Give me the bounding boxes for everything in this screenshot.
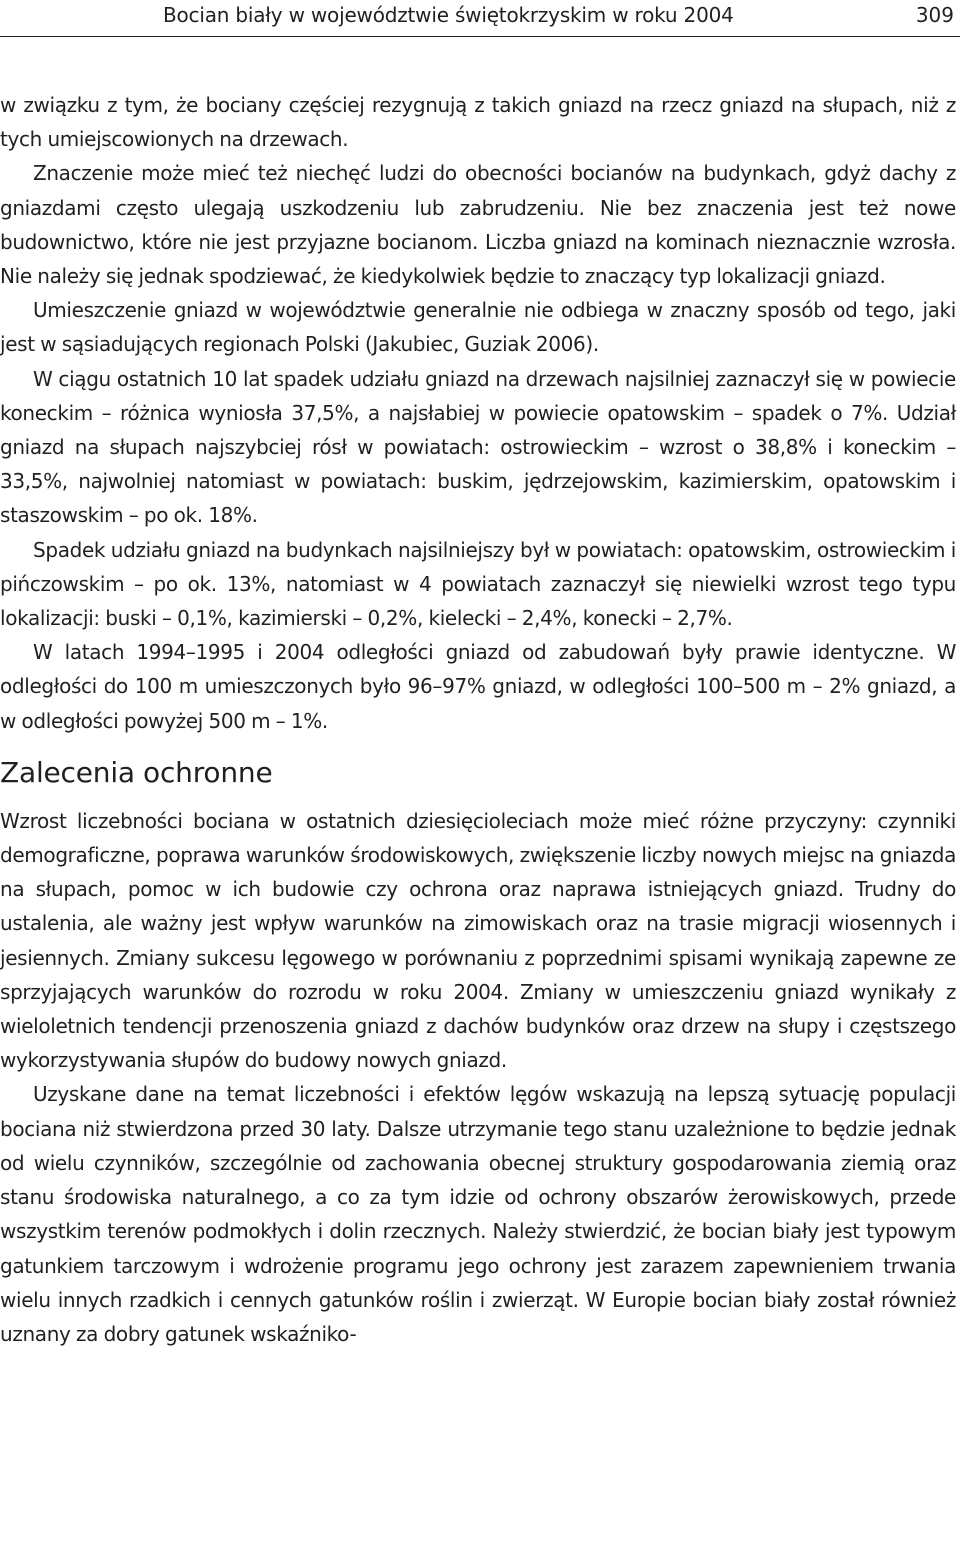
body-paragraph: Uzyskane dane na temat liczebności i efektów lęgów wskazują na lepszą sytuację populacji bociana niż stwierdzona przed 30 laty. Dalsze utrzymanie tego stanu uzależnione to będzie jednak od wielu czynników, szczególnie od zachowania obecnej struktury gospodarowania ziemią oraz stanu środowiska naturalnego, a co za tym idzie od ochrony obszarów żerowiskowych, przede wszystkim terenów podmokłych i dolin rzecznych. Należy stwierdzić, że bocian biały jest typowym gatunkiem tarczowym i wdrożenie programu jego ochrony jest zarazem zapewnieniem trwania wielu innych rzadkich i cennych gatunków roślin i zwierząt. W Europie bocian biały został również uznany za dobry gatunek wskaźniko- <box>0 1082 956 1346</box>
body-paragraph: W latach 1994–1995 i 2004 odległości gniazd od zabudowań były prawie identyczne. W odległości do 100 m umieszczonych było 96–97% gniazd, w odległości 100–500 m – 2% gniazd, a w odległości powyżej 500 m – 1%. <box>0 640 956 733</box>
body-paragraph: Umieszczenie gniazd w województwie generalnie nie odbiega w znaczny sposób od tego, jaki jest w sąsiadujących regionach Polski (Jakubiec, Guziak 2006). <box>0 298 956 357</box>
body-paragraph: W ciągu ostatnich 10 lat spadek udziału gniazd na drzewach najsilniej zaznaczył się w powiecie koneckim – różnica wyniosła 37,5%, a najsłabiej w powiecie opatowskim – spadek o 7%. Udział gniazd na słupach najszybciej rósł w powiatach: ostrowieckim – wzrost o 38,8% i koneckim – 33,5%, najwolniej natomiast w powiatach: buskim, jędrzejowskim, kazimierskim, opatowskim i staszowskim – po ok. 18%. <box>0 366 956 528</box>
body-paragraph: Spadek udziału gniazd na budynkach najsilniejszy był w powiatach: opatowskim, ostrowieckim i pińczowskim – po ok. 13%, natomiast w 4 powiatach zaznaczył się niewielki wzrost tego typu lokalizacji: buski – 0,1%, kazimierski – 0,2%, kielecki – 2,4%, konecki – 2,7%. <box>0 537 956 631</box>
running-header <box>0 0 960 37</box>
page-number: 309 <box>915 3 954 27</box>
body-paragraph: Wzrost liczebności bociana w ostatnich dziesięcioleciach może mieć różne przyczyny: czynniki demograficzne, poprawa warunków środowiskowych, zwiększenie liczby nowych miejsc na gniazda na słupach, pomoc w ich budowie czy ochrona oraz naprawa istniejących gniazd. Trudny do ustalenia, ale ważny jest wpływ warunków na zimowiskach oraz na trasie migracji wiosennych i jesiennych. Zmiany sukcesu lęgowego w porównaniu z poprzednimi spisami wynikają zapewne ze sprzyjających warunków do rozrodu w roku 2004. Zmiany w umieszczeniu gniazd wynikały z wieloletnich tendencji przenoszenia gniazd z dachów budynków oraz drzew na słupy i częstszego wykorzystywania słupów do budowy nowych gniazd. <box>0 808 956 1073</box>
body-paragraph: Znaczenie może mieć też niechęć ludzi do obecności bocianów na budynkach, gdyż dachy z gniazdami często ulegają uszkodzeniu lub zabrudzeniu. Nie bez znaczenia jest też nowe budownictwo, które nie jest przyjazne bocianom. Liczba gniazd na kominach nieznacznie wzrosła. Nie należy się jednak spodziewać, że kiedykolwiek będzie to znaczący typ lokalizacji gniazd. <box>0 161 956 289</box>
running-title: Bocian biały w województwie świętokrzyskim w roku 2004 <box>163 3 734 27</box>
section-heading: Zalecenia ochronne <box>0 755 273 789</box>
body-paragraph: w związku z tym, że bociany częściej rezygnują z takich gniazd na rzecz gniazd na słupach, niż z tych umiejscowionych na drzewach. <box>0 93 956 152</box>
page-body <box>0 88 956 1351</box>
